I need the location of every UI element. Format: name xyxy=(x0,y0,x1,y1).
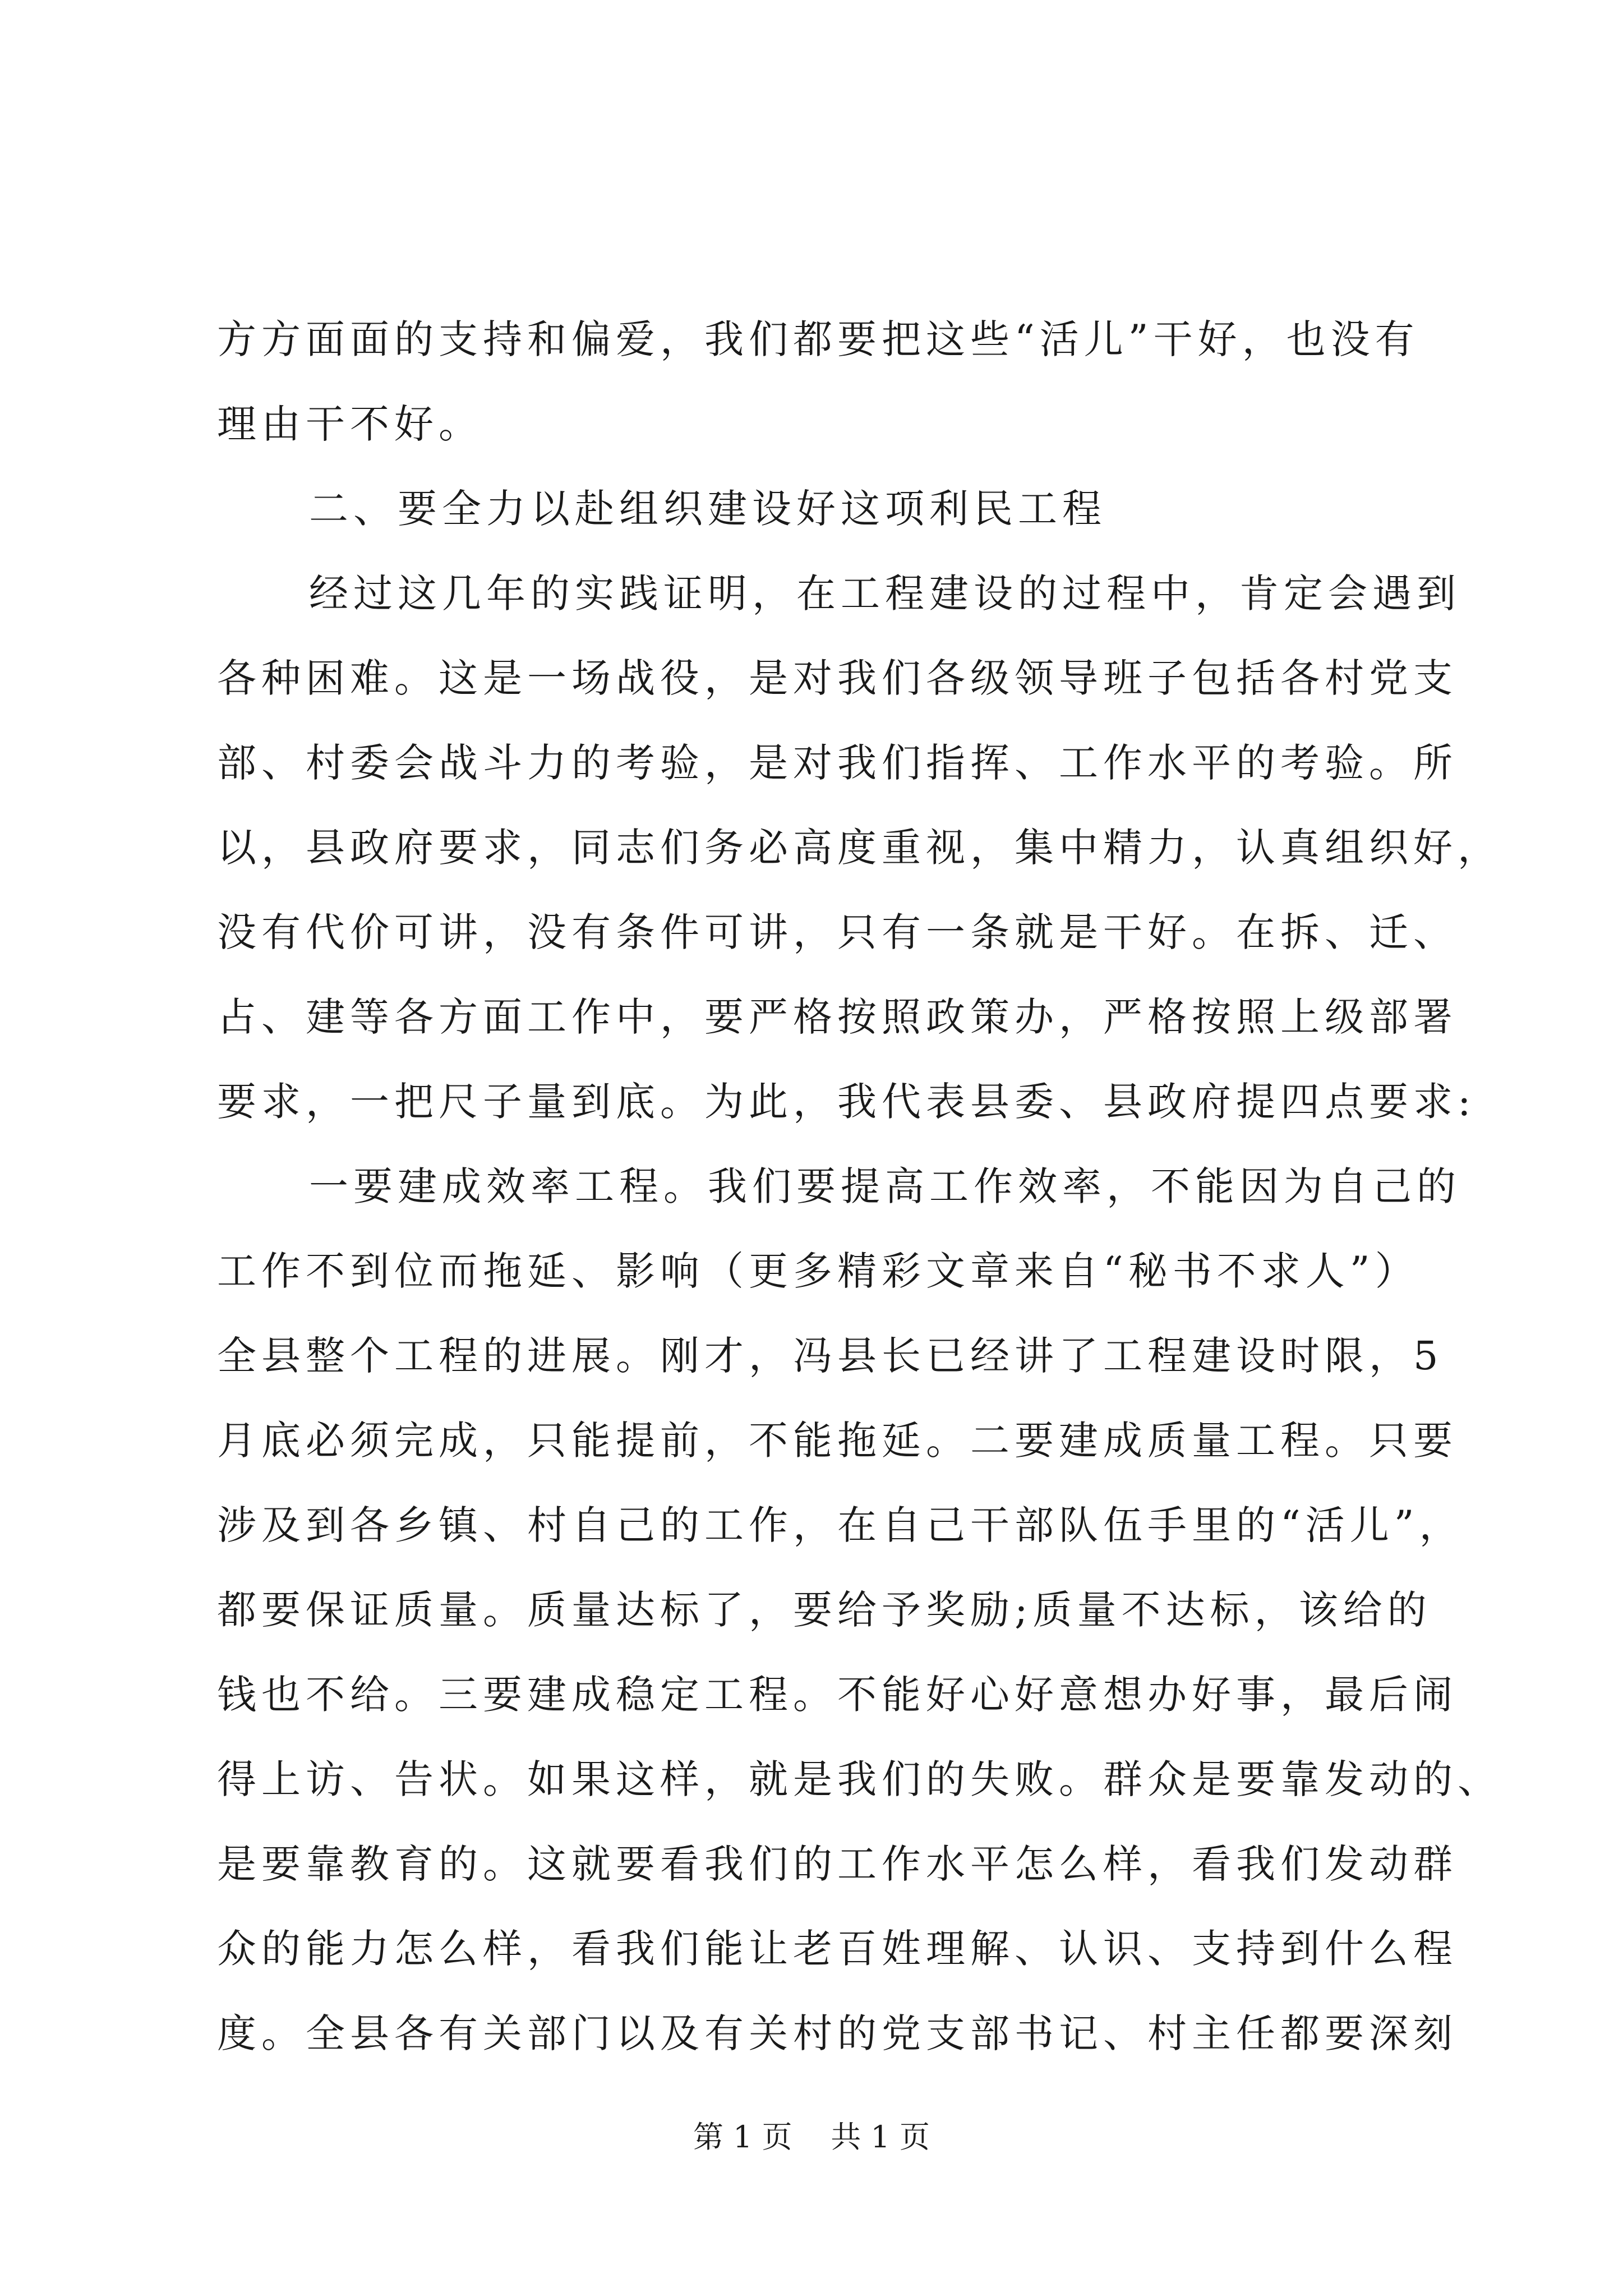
text-line: 理由干不好。 xyxy=(217,401,483,447)
text-line: 以，县政府要求，同志们务必高度重视，集中精力，认真组织好， xyxy=(217,825,1502,871)
text-line: 全县整个工程的进展。刚才，冯县长已经讲了工程建设时限，5 xyxy=(217,1333,1444,1379)
text-line: 要求，一把尺子量到底。为此，我代表县委、县政府提四点要求: xyxy=(217,1079,1476,1125)
page-footer xyxy=(0,2115,1623,2160)
text-line: 工作不到位而拖延、影响（更多精彩文章来自“秘书不求人”） xyxy=(217,1248,1419,1294)
text-line: 经过这几年的实践证明，在工程建设的过程中，肯定会遇到 xyxy=(309,570,1461,616)
text-line: 没有代价可讲，没有条件可讲，只有一条就是干好。在拆、迁、 xyxy=(217,909,1458,955)
text-line: 钱也不给。三要建成稳定工程。不能好心好意想办好事，最后闹 xyxy=(217,1672,1458,1718)
text-line: 都要保证质量。质量达标了，要给予奖励;质量不达标，该给的 xyxy=(217,1587,1432,1633)
text-line: 占、建等各方面工作中，要严格按照政策办，严格按照上级部署 xyxy=(217,994,1458,1040)
text-line: 得上访、告状。如果这样，就是我们的失败。群众是要靠发动的、 xyxy=(217,1756,1502,1802)
text-line: 是要靠教育的。这就要看我们的工作水平怎么样，看我们发动群 xyxy=(217,1841,1458,1887)
text-line: 二、要全力以赴组织建设好这项利民工程 xyxy=(309,486,1106,532)
text-line: 涉及到各乡镇、村自己的工作，在自己干部队伍手里的“活儿”， xyxy=(217,1502,1464,1548)
page-number: 第 1 页 xyxy=(693,2119,792,2155)
text-line: 月底必须完成，只能提前，不能拖延。二要建成质量工程。只要 xyxy=(217,1418,1458,1464)
page-separator xyxy=(802,2115,821,2160)
text-line: 方方面面的支持和偏爱，我们都要把这些“活儿”干好，也没有 xyxy=(217,316,1419,362)
total-pages: 共 1 页 xyxy=(831,2119,930,2155)
text-line: 一要建成效率工程。我们要提高工作效率，不能因为自己的 xyxy=(309,1163,1461,1209)
document-body xyxy=(217,297,1502,2076)
text-line: 度。全县各有关部门以及有关村的党支部书记、村主任都要深刻 xyxy=(217,2010,1458,2056)
text-line: 部、村委会战斗力的考验，是对我们指挥、工作水平的考验。所 xyxy=(217,740,1458,786)
text-line: 各种困难。这是一场战役，是对我们各级领导班子包括各村党支 xyxy=(217,655,1458,701)
text-line: 众的能力怎么样，看我们能让老百姓理解、认识、支持到什么程 xyxy=(217,1926,1458,1972)
